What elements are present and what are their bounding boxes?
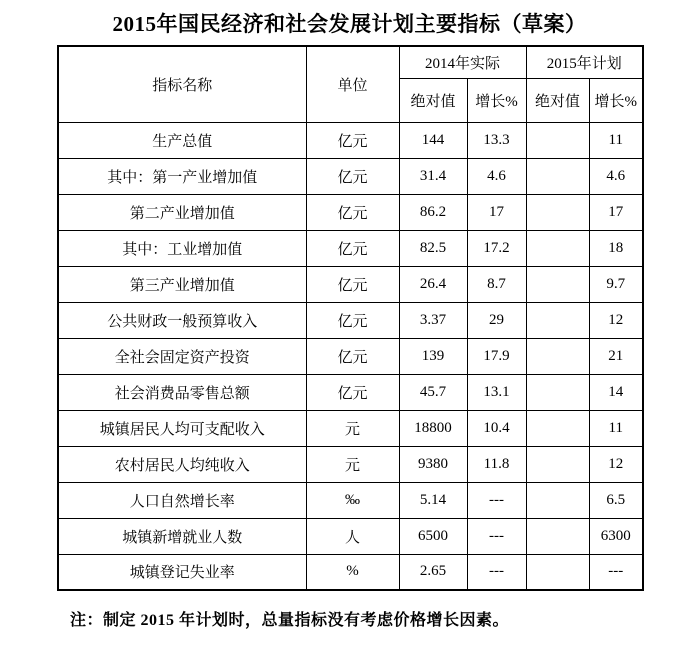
cell-2015-growth: ---	[589, 554, 643, 590]
cell-2015-growth: 11	[589, 410, 643, 446]
cell-2015-growth: 6.5	[589, 482, 643, 518]
cell-2014-absolute: 18800	[399, 410, 467, 446]
cell-unit: 亿元	[306, 122, 399, 158]
cell-2015-absolute	[526, 554, 589, 590]
cell-2014-absolute: 139	[399, 338, 467, 374]
cell-2014-absolute: 86.2	[399, 194, 467, 230]
indicators-table	[57, 45, 644, 591]
table-row	[58, 554, 643, 590]
cell-unit: 亿元	[306, 374, 399, 410]
cell-unit: 元	[306, 446, 399, 482]
cell-2014-absolute: 82.5	[399, 230, 467, 266]
cell-2015-growth: 12	[589, 302, 643, 338]
cell-2015-absolute	[526, 482, 589, 518]
header-row-groups	[58, 46, 643, 78]
cell-2015-growth: 4.6	[589, 158, 643, 194]
cell-2014-growth: 10.4	[467, 410, 526, 446]
cell-2014-growth: 17.2	[467, 230, 526, 266]
cell-2015-growth: 18	[589, 230, 643, 266]
table-row	[58, 230, 643, 266]
cell-2015-growth: 14	[589, 374, 643, 410]
cell-indicator-name: 人口自然增长率	[58, 482, 306, 518]
header-2014-absolute: 绝对值	[399, 78, 467, 122]
header-indicator-name: 指标名称	[58, 46, 306, 122]
cell-2014-growth: 11.8	[467, 446, 526, 482]
cell-2014-growth: ---	[467, 554, 526, 590]
table-row	[58, 518, 643, 554]
table-row	[58, 374, 643, 410]
cell-indicator-name: 城镇登记失业率	[58, 554, 306, 590]
cell-indicator-name: 第三产业增加值	[58, 266, 306, 302]
cell-2015-absolute	[526, 194, 589, 230]
cell-2014-absolute: 144	[399, 122, 467, 158]
cell-2015-growth: 12	[589, 446, 643, 482]
table-row	[58, 122, 643, 158]
cell-unit: 亿元	[306, 230, 399, 266]
table-row	[58, 338, 643, 374]
table-row	[58, 194, 643, 230]
table-row	[58, 158, 643, 194]
cell-2014-growth: 17	[467, 194, 526, 230]
cell-unit: 人	[306, 518, 399, 554]
cell-2015-absolute	[526, 122, 589, 158]
cell-indicator-name: 其中：第一产业增加值	[58, 158, 306, 194]
cell-unit: 亿元	[306, 194, 399, 230]
cell-2014-absolute: 9380	[399, 446, 467, 482]
header-unit: 单位	[306, 46, 399, 122]
footnote: 注：制定 2015 年计划时，总量指标没有考虑价格增长因素。	[70, 612, 510, 629]
table-body	[58, 122, 643, 590]
cell-2015-absolute	[526, 266, 589, 302]
cell-indicator-name: 社会消费品零售总额	[58, 374, 306, 410]
cell-2015-absolute	[526, 518, 589, 554]
cell-2014-absolute: 5.14	[399, 482, 467, 518]
cell-unit: 元	[306, 410, 399, 446]
cell-unit: %	[306, 554, 399, 590]
cell-indicator-name: 公共财政一般预算收入	[58, 302, 306, 338]
cell-indicator-name: 全社会固定资产投资	[58, 338, 306, 374]
page-title: 2015年国民经济和社会发展计划主要指标（草案）	[112, 12, 587, 36]
cell-2014-absolute: 45.7	[399, 374, 467, 410]
cell-indicator-name: 城镇新增就业人数	[58, 518, 306, 554]
cell-2015-growth: 21	[589, 338, 643, 374]
table-row	[58, 410, 643, 446]
cell-2015-absolute	[526, 446, 589, 482]
cell-2015-absolute	[526, 158, 589, 194]
cell-2015-growth: 6300	[589, 518, 643, 554]
table-row	[58, 482, 643, 518]
header-group-2015-plan: 2015年计划	[526, 46, 643, 78]
cell-unit: 亿元	[306, 266, 399, 302]
cell-2014-growth: 17.9	[467, 338, 526, 374]
cell-2014-absolute: 3.37	[399, 302, 467, 338]
header-group-2014-actual: 2014年实际	[399, 46, 526, 78]
cell-2014-growth: 29	[467, 302, 526, 338]
cell-2015-absolute	[526, 302, 589, 338]
cell-2015-absolute	[526, 230, 589, 266]
cell-indicator-name: 第二产业增加值	[58, 194, 306, 230]
header-2015-absolute: 绝对值	[526, 78, 589, 122]
cell-2014-absolute: 6500	[399, 518, 467, 554]
cell-2015-growth: 9.7	[589, 266, 643, 302]
cell-2014-growth: 13.3	[467, 122, 526, 158]
cell-2015-absolute	[526, 338, 589, 374]
cell-unit: 亿元	[306, 158, 399, 194]
cell-2014-absolute: 31.4	[399, 158, 467, 194]
cell-2014-absolute: 26.4	[399, 266, 467, 302]
table-row	[58, 446, 643, 482]
cell-2014-growth: ---	[467, 518, 526, 554]
header-2015-growth: 增长%	[589, 78, 643, 122]
cell-unit: 亿元	[306, 302, 399, 338]
cell-2015-growth: 11	[589, 122, 643, 158]
cell-indicator-name: 生产总值	[58, 122, 306, 158]
cell-2014-growth: 4.6	[467, 158, 526, 194]
table-header	[58, 46, 643, 122]
cell-2014-growth: 13.1	[467, 374, 526, 410]
cell-2014-growth: 8.7	[467, 266, 526, 302]
cell-indicator-name: 农村居民人均纯收入	[58, 446, 306, 482]
cell-2015-absolute	[526, 374, 589, 410]
table-row	[58, 302, 643, 338]
cell-unit: ‰	[306, 482, 399, 518]
header-2014-growth: 增长%	[467, 78, 526, 122]
cell-2015-growth: 17	[589, 194, 643, 230]
cell-2015-absolute	[526, 410, 589, 446]
table-row	[58, 266, 643, 302]
cell-indicator-name: 其中：工业增加值	[58, 230, 306, 266]
cell-indicator-name: 城镇居民人均可支配收入	[58, 410, 306, 446]
cell-unit: 亿元	[306, 338, 399, 374]
cell-2014-absolute: 2.65	[399, 554, 467, 590]
cell-2014-growth: ---	[467, 482, 526, 518]
